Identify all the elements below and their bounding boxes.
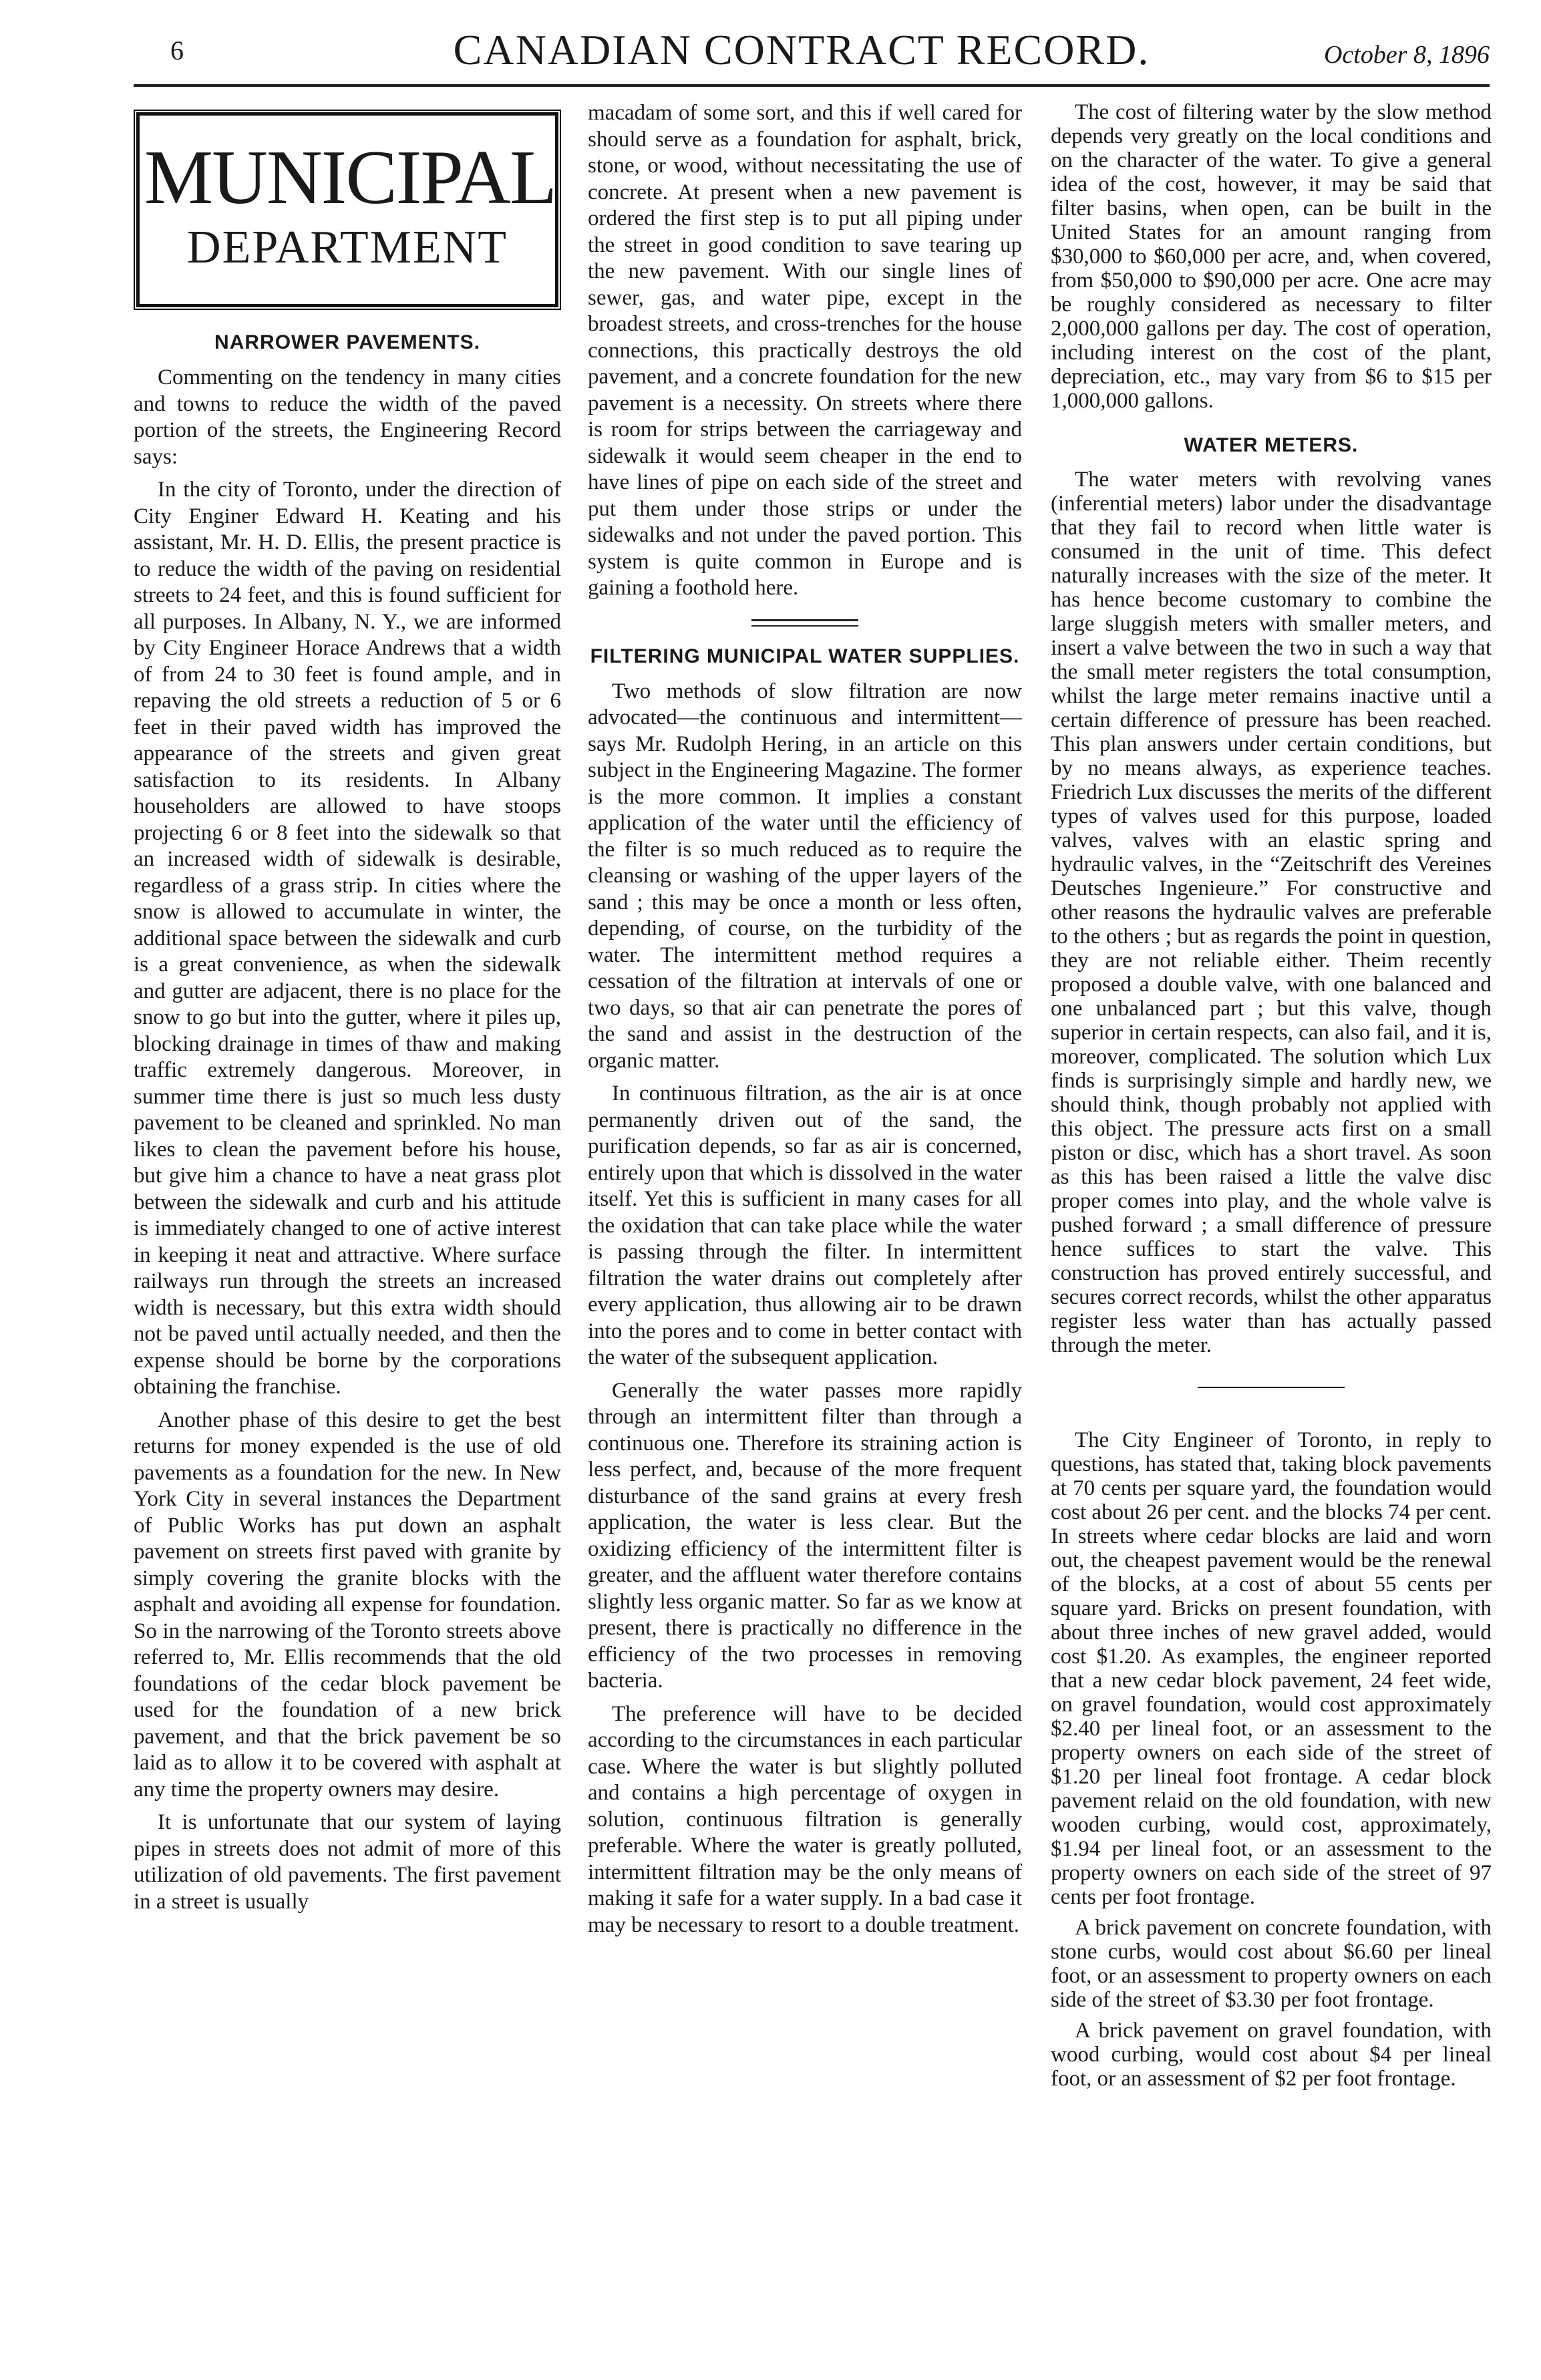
article-paragraph: Another phase of this desire to get the best returns for money expended is the use of old pavements as a foundation for the new. In New York City in several instances the Department of Public Works has put down an asphalt pavement on streets first paved with granite by simply covering the granite blocks with the asphalt and avoiding all expense for foundation. So in the narrowing of the Toronto streets above referred to, Mr. Ellis recommends that the old foundations of the cedar block pavement be used for the foundation of a new brick pavement, and that the brick pavement be so laid as to allow it to be covered with asphalt at any time the property owners may desire. [134, 1407, 561, 1802]
article-paragraph: Two methods of slow filtration are now advocated—the continuous and intermittent—says Mr. Rudolph Hering, in an article on this subject in the Engineering Magazine. The former is the more common. It implies a constant application of the water until the efficiency of the filter is so much reduced as to require the cleansing or washing of the upper layers of the sand ; this may be once a month or less often, depending, of course, on the turbidity of the water. The intermittent method requires a cessation of the filtration at intervals of one or two days, so that air can penetrate the pores of the sand and assist in the destruction of the organic matter. [588, 679, 1022, 1073]
article-paragraph: The water meters with revolving vanes (inferential meters) labor under the disadvantage that they fail to record when little water is consumed in the unit of time. This defect naturally increases with the size of the meter. It has hence become customary to combine the large sluggish meters with smaller meters, and insert a valve between the two in such a way that the small meter registers the total consumption, whilst the large meter remains inactive until a certain difference of pressure has been reached. This plan answers under certain conditions, but by no means always, as experience teaches. Friedrich Lux discusses the merits of the different types of valves used for this purpose, loaded valves, valves with an elastic spring and hydraulic valves, in the “Zeitschrift des Vereines Deutsches Ingenieure.” For constructive and other reasons the hydraulic valves are preferable to the others ; but as regards the point in question, they are not reliable either. Theim recently proposed a double valve, with one balanced and one unbalanced part ; but this valve, though superior in certain respects, can also fail, and it is, moreover, complicated. The solution which Lux finds is surprisingly simple and hardly new, we should think, though probably not applied with this object. The pressure acts first on a small piston or disc, which has a short travel. As soon as this has been raised a little the valve disc proper comes into play, and the whole valve is pushed forward ; a small difference of pressure hence suffices to start the valve. This construction has proved entirely successful, and secures correct records, whilst the other apparatus register less water than has actually passed through the meter. [1051, 468, 1492, 1357]
article-paragraph: It is unfortunate that our system of laying pipes in streets does not admit of more of this utilization of old pavements. The first pavement in a street is usually [134, 1810, 561, 1914]
article-paragraph: macadam of some sort, and this if well cared for should serve as a foundation for asphalt, brick, stone, or wood, without necessitating the use of concrete. At present when a new pavement is ordered the first step is to put all piping under the street in good condition to save tearing up the new pavement. With our single lines of sewer, gas, and water pipe, except in the broadest streets, and cross-trenches for the house connections, this practically destroys the old pavement, and a concrete foundation for the new pavement is a necessity. On streets where there is room for strips between the carriageway and sidewalk it would seem cheaper in the end to have lines of pipe on each side of the street and put them under those strips or under the sidewalks and not under the paved portion. This system is quite common in Europe and is gaining a foothold here. [588, 101, 1022, 600]
article-heading: WATER METERS. [1184, 434, 1359, 456]
department-subtitle: DEPARTMENT [187, 222, 508, 273]
section-divider [751, 619, 858, 627]
page-header [114, 25, 1490, 79]
article-paragraph: Commenting on the tendency in many cities and towns to reduce the width of the paved portion of the streets, the Engineering Record says: [134, 365, 561, 469]
page-number: 6 [170, 35, 184, 65]
column-2 [588, 100, 1022, 1945]
article-heading: NARROWER PAVEMENTS. [214, 331, 480, 353]
masthead: CANADIAN CONTRACT RECORD. [453, 26, 1150, 73]
header-rule [134, 84, 1490, 87]
department-box [134, 110, 561, 310]
column-1 [134, 100, 561, 1922]
article-paragraph: A brick pavement on concrete foundation, with stone curbs, would cost about $6.60 per lineal foot, or an assessment to property owners on each side of the street of $3.30 per foot frontage. [1051, 1916, 1492, 2012]
article-paragraph: Generally the water passes more rapidly through an intermittent filter than through a continuous one. Therefore its straining action is less perfect, and, because of the more frequent disturbance of the sand grains at every fresh application, the water is less clear. But the oxidizing efficiency of the intermittent filter is greater, and the affluent water therefore contains slightly less organic matter. So far as we know at present, there is practically no difference in the efficiency of the two processes in removing bacteria. [588, 1378, 1022, 1693]
department-title: MUNICIPAL [144, 135, 556, 220]
article-paragraph: The City Engineer of Toronto, in reply to questions, has stated that, taking block pavements at 70 cents per square yard, the foundation would cost about 26 per cent. and the blocks 74 per cent. In streets where cedar blocks are laid and worn out, the cheapest pavement would be the renewal of the blocks, at a cost of about 55 cents per square yard. Bricks on present foundation, with about three inches of new gravel added, would cost $1.20. As examples, the engineer reported that a new cedar block pavement, 24 feet wide, on gravel foundation, would cost approximately $2.40 per lineal foot, or an assessment to the property owners on each side of the street of $1.20 per lineal foot frontage. A cedar block pavement relaid on the old foundation, with new wooden curbing, would cost, approximately, $1.94 per lineal foot, or an assessment to the property owners on each side of the street of 97 cents per foot frontage. [1051, 1428, 1492, 1909]
section-divider [1198, 1387, 1345, 1388]
article-paragraph: In continuous filtration, as the air is at once permanently driven out of the sand, the purification depends, so far as air is concerned, entirely upon that which is dissolved in the water itself. Yet this is sufficient in many cases for all the oxidation that can take place while the water is passing through the filter. In intermittent filtration the water drains out completely after every application, thus allowing air to be drawn into the pores and to come in better contact with the water of the subsequent application. [588, 1081, 1022, 1369]
issue-date: October 8, 1896 [1323, 41, 1490, 69]
article-paragraph: In the city of Toronto, under the direction of City Enginer Edward H. Keating and his assistant, Mr. H. D. Ellis, the present practice is to reduce the width of the paving on residential streets to 24 feet, and this is found sufficient for all purposes. In Albany, N. Y., we are informed by City Engineer Horace Andrews that a width of from 24 to 30 feet is found ample, and in repaving the old streets a reduction of 5 or 6 feet in their paved width has improved the appearance of the streets and given great satisfaction to its residents. In Albany householders are allowed to have stoops projecting 6 or 8 feet into the sidewalk so that an increased width of sidewalk is desirable, regardless of a grass strip. In cities where the snow is allowed to accumulate in winter, the additional space between the sidewalk and curb is a great convenience, as when the sidewalk and gutter are adjacent, there is no place for the snow to go but into the gutter, where it piles up, blocking drainage in times of thaw and making traffic extremely dangerous. Moreover, in summer time there is just so much less dusty pavement to be cleaned and sprinkled. No man likes to clean the pavement before his house, but give him a chance to have a neat grass plot between the sidewalk and curb and his attitude is immediately changed to one of active interest in keeping it neat and attractive. Where surface railways run through the streets an increased width is necessary, but this extra width should not be paved until actually needed, and then the expense should be borne by the corporations obtaining the franchise. [134, 478, 561, 1399]
article-paragraph: The cost of filtering water by the slow method depends very greatly on the local conditions and on the character of the water. To give a general idea of the cost, however, it may be said that filter basins, when open, can be built in the United States for an amount ranging from $30,000 to $60,000 per acre, and, when covered, from $50,000 to $90,000 per acre. One acre may be roughly considered as necessary to filter 2,000,000 gallons per day. The cost of operation, including interest on the cost of the plant, depreciation, etc., may vary from $6 to $15 per 1,000,000 gallons. [1051, 100, 1492, 413]
article-paragraph: A brick pavement on gravel foundation, with wood curbing, would cost about $4 per lineal foot, or an assessment of $2 per foot frontage. [1051, 2019, 1492, 2091]
column-3 [1051, 100, 1492, 2097]
article-heading: FILTERING MUNICIPAL WATER SUPPLIES. [590, 645, 1020, 667]
article-paragraph: The preference will have to be decided according to the circumstances in each particular case. Where the water is but slightly polluted and contains a high percentage of oxygen in solution, continuous filtration is generally preferable. Where the water is greatly polluted, intermittent filtration may be the only means of making it safe for a water supply. In a bad case it may be necessary to resort to a double treatment. [588, 1701, 1022, 1937]
